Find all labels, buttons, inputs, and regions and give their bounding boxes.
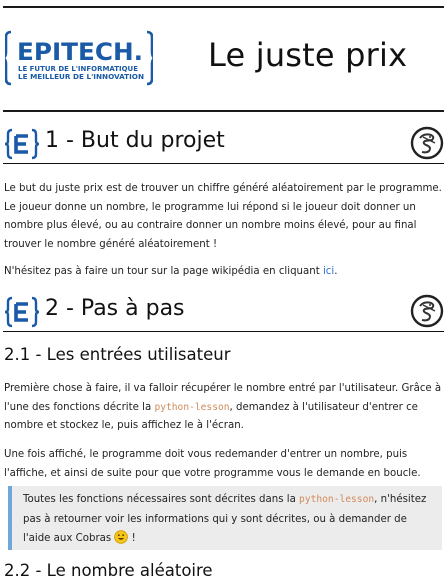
section-heading-1 xyxy=(3,124,444,164)
section-title: 2 - Pas à pas xyxy=(45,296,185,321)
epitech-e-icon xyxy=(5,128,39,160)
inputs-text-b: , demandez à l'utilisateur d'entrer ce nombre et stockez le, puis affichez le à l'écran. xyxy=(4,401,418,431)
section-rule xyxy=(3,163,444,165)
page-title: Le juste prix xyxy=(208,36,408,74)
intro-paragraph: Le but du juste prix est de trouver un chiffre généré aléatoirement par le programme. Le joueur donne un nombre, le programme lui répond si le joueur doit donner un nombre plus élevé, ou au contraire donner un nombre moins élevé, pour au final trouver le nombre généré aléatoirement ! xyxy=(4,183,442,250)
subsection-title-2-1: 2.1 - Les entrées utilisateur xyxy=(4,345,231,364)
logo-wordmark: EPITECH. xyxy=(17,38,143,66)
wikipedia-text: N'hésitez pas à faire un tour sur la page wikipédia en cliquant xyxy=(4,266,323,277)
section-heading-2 xyxy=(3,292,444,332)
subsection-title-2-2: 2.2 - Le nombre aléatoire xyxy=(4,561,213,580)
smiley-emoji-icon xyxy=(114,530,128,544)
note-text xyxy=(12,486,442,549)
epitech-e-icon xyxy=(5,296,39,328)
inputs-paragraph-1 xyxy=(4,380,442,436)
cobra-icon xyxy=(410,294,444,328)
inline-code: python-lesson xyxy=(299,494,375,505)
logo-tagline-2: LE MEILLEUR DE L'INNOVATION xyxy=(18,73,144,81)
header-rule xyxy=(3,110,444,112)
section-rule xyxy=(3,331,444,333)
note-text-b: , n'hésitez pas à retourner voir les informations qui y sont décrites, ou à demander de l'aide aux Cobras xyxy=(23,494,427,544)
epitech-logo xyxy=(5,30,153,86)
inputs-text-a: Première chose à faire, il va falloir récupérer le nombre entré par l'utilisateur. Grâce à l'une des fonctions décrite la xyxy=(4,383,442,413)
wikipedia-period: . xyxy=(334,266,338,277)
note-callout xyxy=(8,486,442,550)
logo-tagline-1: LE FUTUR DE L'INFORMATIQUE xyxy=(18,65,139,73)
top-rule xyxy=(3,6,444,8)
note-text-c: ! xyxy=(128,533,136,544)
wikipedia-paragraph xyxy=(4,263,442,282)
cobra-icon xyxy=(410,126,444,160)
inline-code: python-lesson xyxy=(154,401,230,413)
wikipedia-link[interactable]: ici xyxy=(322,266,335,277)
section-title: 1 - But du projet xyxy=(45,128,225,153)
note-text-a: Toutes les fonctions nécessaires sont décrites dans la xyxy=(23,494,300,505)
inputs-paragraph-2: Une fois affiché, le programme doit vous redemander d'entrer un nombre, puis l'affiche, et ainsi de suite pour que votre programme vous le demande en boucle. xyxy=(4,449,421,479)
